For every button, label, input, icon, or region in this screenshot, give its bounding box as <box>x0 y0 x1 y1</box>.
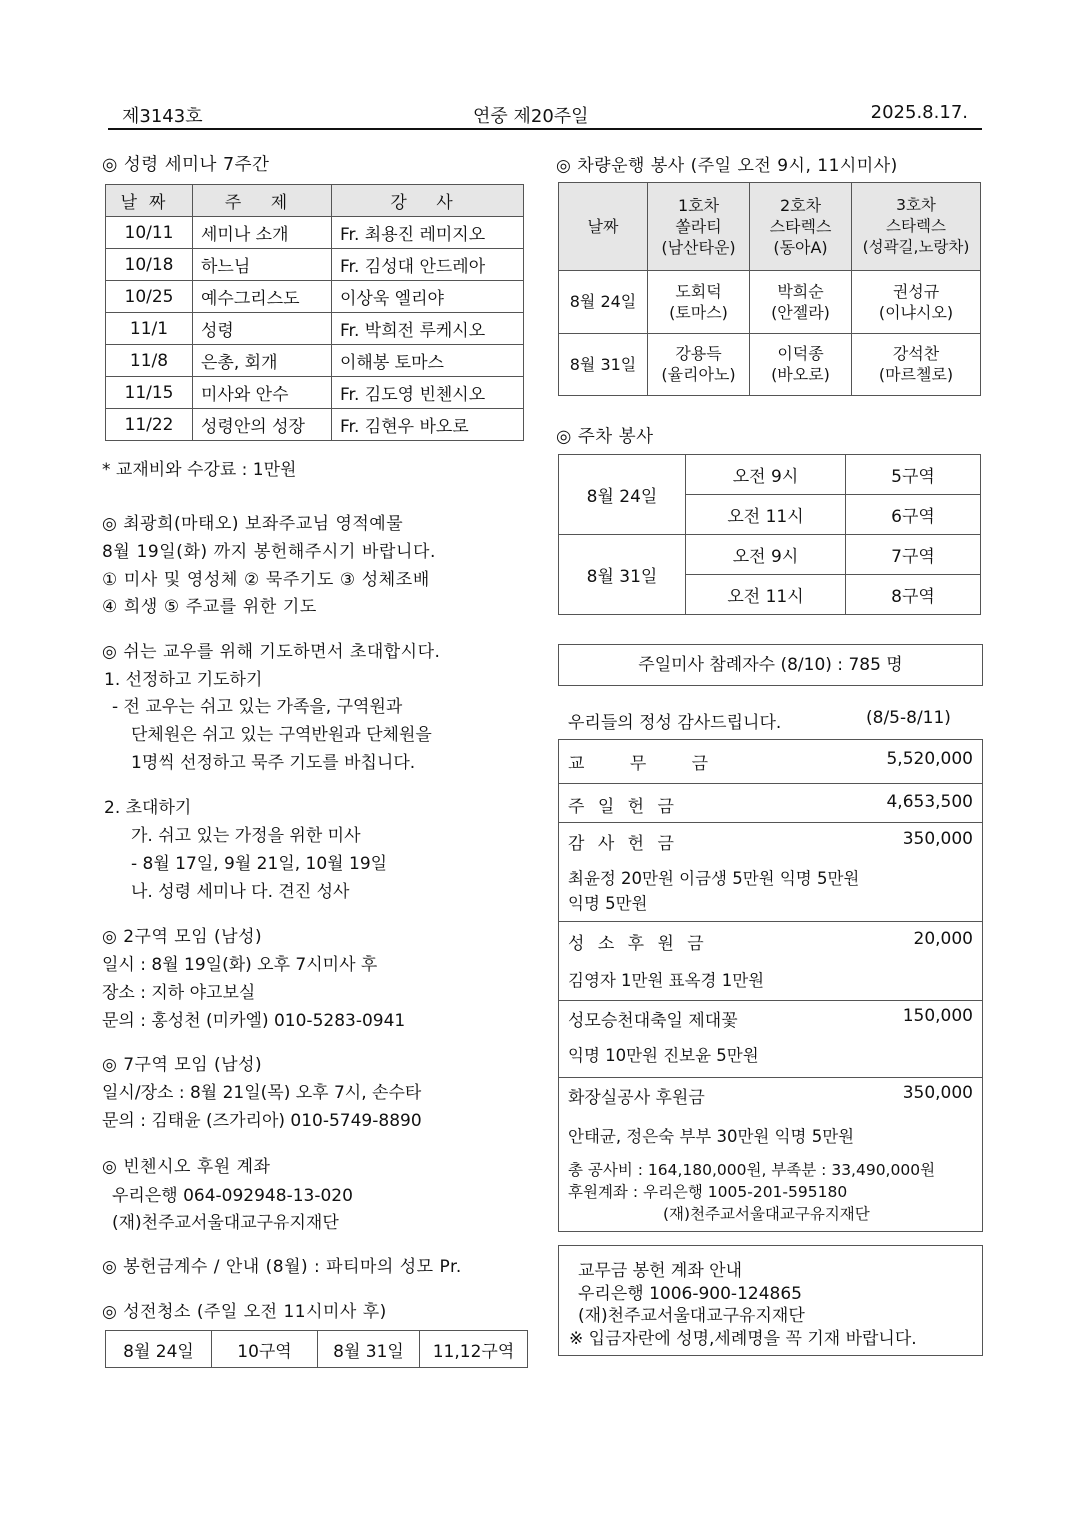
seminar-title: ◎ 성령 세미나 7주간 <box>102 155 270 175</box>
vincent-title: ◎ 빈첸시오 후원 계좌 <box>102 1157 271 1177</box>
finance-sanctuary: 성 소 후 원 금 20,000 김영자 1만원 표옥경 1만원 <box>559 921 982 1000</box>
table-row: 8월 31일 오전 9시 7구역 <box>559 535 981 575</box>
zone2-line: 장소 : 지하 야고보실 <box>102 983 256 1003</box>
finance-gratitude: 감 사 헌 금 350,000 최윤정 20만원 이금생 5만원 익명 5만원 익명 5만원 <box>559 822 982 921</box>
cleaning-table <box>105 1330 528 1368</box>
zone2-title: ◎ 2구역 모임 (남성) <box>102 927 263 947</box>
tithe-account: 우리은행 1006-900-124865 <box>578 1284 802 1304</box>
car-service-table: 날짜 1호차 쏠라티 (남산타운) 2호차 스타렉스 (동아A) 3호차 스타렉스 (성곽길,노랑차) 8월 24일 도회덕 (토마스) 박희순 (안젤라) 권성규 (이냐시오) 8월 31일 강용득 (율리아노) 이덕종 (바오로) 강석찬 (마르첼로) <box>558 182 981 396</box>
table-row: 10/11 세미나 소개 Fr. 최용진 레미지오 <box>106 217 524 249</box>
table-row: 10/18 하느님 Fr. 김성대 안드레아 <box>106 249 524 281</box>
invite-line: 2. 초대하기 <box>104 798 192 818</box>
seminar-table <box>105 184 524 441</box>
finance-box <box>558 739 983 1232</box>
finance-kyomu: 교 무 금 5,520,000 <box>568 749 973 774</box>
offering-count: ◎ 봉헌금계수 / 안내 (8월) : 파티마의 성모 Pr. <box>102 1257 462 1277</box>
parking-title: ◎ 주차 봉사 <box>556 427 654 447</box>
tithe-note: ※ 입금자란에 성명,세례명을 꼭 기재 바랍니다. <box>569 1329 917 1349</box>
col-topic: 주 제 <box>193 185 332 217</box>
invite-line: 1. 선정하고 기도하기 <box>104 670 263 690</box>
invite-title: ◎ 쉬는 교우를 위해 기도하면서 초대합시다. <box>102 642 441 662</box>
table-row: 11/15 미사와 안수 Fr. 김도영 빈첸시오 <box>106 377 524 409</box>
finance-restroom: 화장실공사 후원금 350,000 안태균, 정은숙 부부 30만원 익명 5만원 총 공사비 : 164,180,000원, 부족분 : 33,490,000원 후원계좌 : 우리은행 1005-201-595180 (재)천주교서울대교구유지재단 <box>559 1077 982 1232</box>
table-row: 8월 31일 강용득 (율리아노) 이덕종 (바오로) 강석찬 (마르첼로) <box>559 333 981 396</box>
zone2-line: 문의 : 홍성천 (미카엘) 010-5283-0941 <box>102 1011 406 1031</box>
table-row: 8월 24일 도회덕 (토마스) 박희순 (안젤라) 권성규 (이냐시오) <box>559 271 981 334</box>
finance-sunday: 주 일 헌 금 4,653,500 <box>559 783 982 822</box>
attendance-box: 주일미사 참례자수 (8/10) : 785 명 <box>558 644 983 686</box>
memorial-line: ① 미사 및 영성체 ② 묵주기도 ③ 성체조배 <box>102 570 430 590</box>
page-header <box>108 102 982 130</box>
table-row: 8월 24일 오전 9시 5구역 <box>559 455 981 495</box>
tithe-line: 교무금 봉헌 계좌 안내 <box>578 1261 743 1281</box>
table-row: 오전 11시 6구역 <box>559 495 981 535</box>
zone7-title: ◎ 7구역 모임 (남성) <box>102 1055 263 1075</box>
thanks-title: 우리들의 정성 감사드립니다. <box>568 713 782 733</box>
col-speaker: 강 사 <box>332 185 524 217</box>
tithe-box <box>558 1245 983 1356</box>
zone2-line: 일시 : 8월 19일(화) 오후 7시미사 후 <box>102 955 378 975</box>
table-row: 11/22 성령안의 성장 Fr. 김현우 바오로 <box>106 409 524 441</box>
invite-line: 단체원은 쉬고 있는 구역반원과 단체원을 <box>131 725 432 745</box>
invite-line: - 전 교우는 쉬고 있는 가족을, 구역원과 <box>112 697 403 717</box>
table-row: 11/8 은총, 회개 이해봉 토마스 <box>106 345 524 377</box>
table-row: 오전 11시 8구역 <box>559 575 981 615</box>
vincent-org: (재)천주교서울대교구유지재단 <box>112 1213 339 1233</box>
finance-assumption: 성모승천대축일 제대꽃 150,000 익명 10만원 진보윤 5만원 <box>559 1000 982 1077</box>
invite-line: 가. 쉬고 있는 가정을 위한 미사 <box>131 826 361 846</box>
invite-line: 나. 성령 세미나 다. 견진 성사 <box>131 882 350 902</box>
zone7-line: 문의 : 김태윤 (즈가리아) 010-5749-8890 <box>102 1111 422 1131</box>
cleaning-title: ◎ 성전청소 (주일 오전 11시미사 후) <box>102 1302 387 1322</box>
table-row: 11/1 성령 Fr. 박희전 루케시오 <box>106 313 524 345</box>
memorial-title: ◎ 최광희(마태오) 보좌주교님 영적예물 <box>102 514 404 534</box>
col-date: 날짜 <box>106 185 193 217</box>
thanks-period: (8/5-8/11) <box>866 708 951 728</box>
issue-date: 2025.8.17. <box>870 102 968 123</box>
table-row: 10/25 예수그리스도 이상욱 엘리야 <box>106 281 524 313</box>
memorial-line: 8월 19일(화) 까지 봉헌해주시기 바랍니다. <box>102 542 437 562</box>
parking-table <box>558 454 981 615</box>
col-date: 날짜 <box>559 183 648 271</box>
car-title: ◎ 차량운행 봉사 (주일 오전 9시, 11시미사) <box>556 156 898 176</box>
memorial-line: ④ 희생 ⑤ 주교를 위한 기도 <box>102 597 317 617</box>
invite-line: - 8월 17일, 9월 21일, 10월 19일 <box>131 854 388 874</box>
seminar-fee-note: * 교재비와 수강료 : 1만원 <box>102 460 297 480</box>
tithe-org: (재)천주교서울대교구유지재단 <box>578 1306 805 1326</box>
table-row: 8월 24일 10구역 8월 31일 11,12구역 <box>106 1331 528 1368</box>
issue-number: 제3143호 <box>122 106 203 127</box>
invite-line: 1명씩 선정하고 묵주 기도를 바칩니다. <box>131 753 416 773</box>
liturgical-title: 연중 제20주일 <box>473 106 589 127</box>
vincent-account: 우리은행 064-092948-13-020 <box>112 1186 353 1206</box>
zone7-line: 일시/장소 : 8월 21일(목) 오후 7시, 손수타 <box>102 1083 422 1103</box>
